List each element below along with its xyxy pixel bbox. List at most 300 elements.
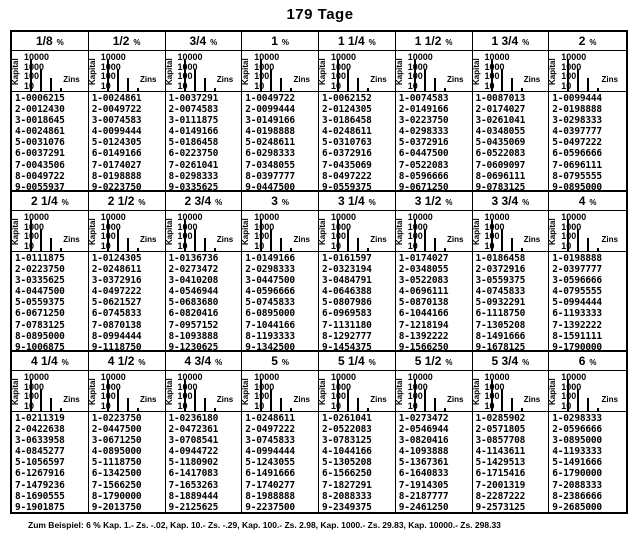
kapital-amount: 10000: [484, 52, 510, 62]
rate-value: 2: [578, 34, 586, 48]
interest-row: 1-0006215: [15, 93, 65, 104]
rate-header: [166, 352, 242, 371]
column-rule: [501, 389, 503, 412]
kapital-amount: 10000: [407, 212, 433, 222]
rate-table: [396, 352, 473, 512]
column-header: [242, 51, 318, 92]
interest-row: 7-1044166: [245, 319, 295, 331]
column-rule: [357, 398, 359, 411]
kapital-amount: 1000: [24, 61, 45, 72]
percent-sign: %: [281, 198, 290, 207]
column-rule: [434, 238, 436, 251]
column-rule: [357, 78, 359, 91]
interest-row: 9-0335625: [168, 181, 219, 193]
column-rule: [337, 379, 339, 411]
kapital-amount: 1000: [24, 381, 45, 392]
interest-row: 8-1292777: [322, 330, 372, 342]
interest-row: 4-0696111: [398, 286, 449, 298]
interest-row: 6-1044166: [398, 308, 449, 320]
zins-label: Zins: [63, 235, 80, 244]
interest-row: 3-0522083: [398, 275, 449, 287]
rate-table: [549, 352, 626, 512]
column-rule: [40, 389, 42, 412]
kapital-amount: 1000: [24, 221, 45, 232]
interest-row: 1-0285902: [475, 413, 526, 424]
kapital-label: Kapital: [471, 58, 481, 85]
rate-table: [12, 32, 89, 192]
interest-row: 9-1342500: [245, 341, 295, 353]
column-header: [396, 371, 472, 412]
interest-rows: [15, 253, 86, 353]
interest-row: 6-0969583: [322, 308, 372, 320]
interest-row: 9-0783125: [475, 181, 526, 193]
rate-header: [12, 32, 88, 51]
column-rule: [280, 398, 282, 411]
interest-row: 8-0895000: [15, 330, 65, 342]
kapital-amount: 1000: [407, 221, 428, 232]
interest-row: 2-0198888: [552, 104, 602, 116]
percent-sign: %: [281, 38, 290, 47]
interest-row: 3-0633958: [15, 435, 65, 447]
interest-row: 2-0497222: [245, 424, 295, 436]
interest-row: 8-1790000: [91, 490, 142, 502]
interest-row: 9-0447500: [245, 181, 295, 193]
zins-label: Zins: [601, 235, 618, 244]
interest-row: 8-0049722: [15, 170, 65, 182]
kapital-amount: 10000: [484, 212, 510, 222]
column-rule: [597, 88, 599, 92]
interest-row: 6-0745833: [91, 308, 142, 320]
interest-rows: [92, 93, 163, 193]
interest-row: 8-0397777: [245, 170, 295, 182]
interest-row: 9-0895000: [552, 181, 602, 193]
column-rule: [117, 229, 119, 252]
zins-label: Zins: [216, 235, 234, 244]
interest-row: 8-0795555: [552, 170, 602, 182]
rate-value: 5 1/4: [337, 354, 365, 368]
kapital-amount: 1000: [331, 221, 352, 232]
zins-label: Zins: [63, 395, 80, 404]
kapital-amount: 100: [100, 391, 116, 401]
kapital-amount: 100: [24, 391, 40, 401]
interest-table-grid: [10, 30, 628, 514]
column-header: [319, 371, 395, 412]
interest-row: 8-0198888: [91, 170, 142, 182]
kapital-amount: 1000: [100, 221, 121, 232]
interest-row: 6-1342500: [91, 468, 142, 480]
kapital-amount: 100: [561, 391, 577, 401]
kapital-amount: 10: [407, 400, 418, 411]
kapital-label: Kapital: [87, 218, 97, 245]
kapital-amount: 10: [331, 240, 342, 251]
interest-row: 5-1243055: [245, 457, 295, 469]
interest-rows: [92, 413, 163, 513]
rate-value: 1 3/4: [491, 34, 519, 48]
kapital-label: Kapital: [318, 58, 327, 85]
interest-row: 4-0248611: [322, 126, 372, 138]
rate-header: [89, 352, 165, 371]
interest-row: 6-0820416: [168, 308, 219, 320]
interest-row: 3-0671250: [91, 435, 142, 447]
column-rule: [577, 389, 579, 412]
column-rule: [577, 69, 579, 92]
interest-row: 3-0149166: [245, 115, 295, 127]
column-rule: [40, 69, 42, 92]
column-rule: [60, 88, 62, 92]
interest-row: 7-1827291: [322, 479, 372, 491]
interest-row: 2-0149166: [398, 104, 449, 116]
zins-label: Zins: [140, 75, 157, 84]
column-rule: [414, 219, 416, 251]
column-header: [89, 51, 165, 92]
percent-sign: %: [210, 38, 218, 47]
interest-row: 6-0596666: [552, 148, 602, 160]
interest-row: 1-0223750: [91, 413, 142, 424]
kapital-amount: 10: [561, 240, 572, 251]
column-header: [319, 51, 395, 92]
interest-row: 9-2573125: [475, 501, 526, 513]
rate-value: 5 1/2: [414, 354, 442, 368]
rate-header: [12, 192, 88, 211]
interest-row: 5-0435069: [475, 137, 526, 149]
interest-row: 9-0055937: [15, 181, 65, 193]
interest-row: 6-1417083: [168, 468, 219, 480]
kapital-amount: 10000: [100, 372, 126, 382]
kapital-amount: 100: [407, 391, 423, 401]
kapital-amount: 100: [254, 231, 270, 241]
kapital-label: Kapital: [164, 378, 174, 405]
column-rule: [567, 379, 569, 411]
interest-row: 2-0348055: [398, 264, 449, 276]
kapital-amount: 100: [177, 71, 193, 81]
column-header: [549, 211, 626, 252]
interest-rows: [552, 253, 624, 353]
interest-row: 4-0447500: [15, 286, 65, 298]
column-rule: [194, 389, 196, 412]
interest-row: 2-0447500: [91, 424, 142, 436]
interest-row: 9-0223750: [91, 181, 142, 193]
interest-row: 3-0335625: [15, 275, 65, 287]
interest-row: 2-0323194: [322, 264, 372, 276]
kapital-amount: 100: [254, 71, 270, 81]
interest-row: 2-0372916: [475, 264, 526, 276]
interest-rows: [322, 413, 393, 513]
kapital-amount: 1000: [254, 61, 275, 72]
column-rule: [204, 238, 206, 251]
interest-rows: [322, 253, 393, 353]
interest-row: 2-0248611: [91, 264, 142, 276]
zins-label: Zins: [293, 395, 310, 404]
kapital-amount: 10: [407, 240, 418, 251]
zins-label: Zins: [447, 235, 464, 244]
interest-row: 1-0099444: [552, 93, 602, 104]
kapital-amount: 10000: [24, 372, 50, 382]
rate-value: 1/8: [35, 34, 53, 48]
interest-row: 2-0074583: [168, 104, 219, 116]
interest-row: 6-0037291: [15, 148, 65, 160]
interest-row: 1-0149166: [245, 253, 295, 264]
interest-row: 5-0683680: [168, 297, 219, 309]
interest-row: 5-1305208: [322, 457, 372, 469]
column-rule: [204, 78, 206, 91]
interest-row: 5-0932291: [475, 297, 526, 309]
interest-row: 8-1690555: [15, 490, 65, 502]
kapital-amount: 100: [24, 71, 40, 81]
interest-rows: [169, 93, 240, 193]
column-header: [473, 371, 549, 412]
rate-value: 2 3/4: [184, 194, 212, 208]
rate-header: [473, 192, 549, 211]
interest-row: 2-0223750: [15, 264, 65, 276]
kapital-amount: 10: [24, 400, 35, 411]
rate-header: [319, 192, 395, 211]
percent-sign: %: [61, 358, 69, 367]
column-rule: [444, 88, 446, 92]
interest-row: 1-0298333: [552, 413, 602, 424]
interest-row: 9-1454375: [322, 341, 372, 353]
kapital-amount: 100: [254, 391, 270, 401]
interest-row: 5-0994444: [552, 297, 602, 309]
interest-rows: [322, 93, 393, 193]
kapital-amount: 10: [331, 400, 342, 411]
column-rule: [597, 408, 599, 412]
column-rule: [280, 78, 282, 91]
zins-label: Zins: [447, 395, 464, 404]
interest-row: 7-0435069: [322, 159, 372, 171]
interest-row: 3-0559375: [475, 275, 526, 287]
column-rule: [30, 59, 32, 91]
interest-row: 7-1479236: [15, 479, 65, 491]
interest-row: 2-0298333: [245, 264, 295, 276]
interest-row: 7-0348055: [245, 159, 295, 171]
kapital-amount: 10: [254, 240, 265, 251]
percent-sign: %: [56, 38, 64, 47]
kapital-amount: 10: [561, 80, 572, 91]
percent-sign: %: [368, 358, 376, 367]
kapital-amount: 10: [484, 400, 495, 411]
column-header: [166, 211, 242, 252]
column-rule: [347, 69, 349, 92]
column-rule: [521, 248, 523, 252]
column-rule: [260, 379, 262, 411]
kapital-amount: 10: [407, 80, 418, 91]
kapital-amount: 1000: [484, 221, 505, 232]
interest-row: 6-1193333: [552, 308, 602, 320]
kapital-amount: 10000: [484, 372, 510, 382]
interest-row: 3-0018645: [15, 115, 65, 127]
percent-sign: %: [215, 198, 223, 207]
interest-row: 4-0845277: [15, 446, 65, 458]
rate-header: [242, 192, 318, 211]
rate-header: [242, 32, 318, 51]
percent-sign: %: [522, 358, 530, 367]
kapital-amount: 1000: [254, 381, 275, 392]
interest-row: 9-1006875: [15, 341, 65, 353]
rate-table: [549, 192, 626, 352]
kapital-amount: 10: [561, 400, 572, 411]
kapital-label: Kapital: [87, 378, 97, 405]
interest-row: 3-0111875: [168, 115, 219, 127]
interest-row: 8-1591111: [552, 330, 602, 342]
rate-table: [319, 32, 396, 192]
interest-row: 3-0223750: [398, 115, 449, 127]
column-rule: [270, 229, 272, 252]
kapital-amount: 100: [407, 231, 423, 241]
rate-table: [166, 352, 243, 512]
kapital-label: Kapital: [548, 58, 558, 85]
interest-row: 9-2349375: [322, 501, 372, 513]
kapital-label: Kapital: [11, 218, 20, 245]
interest-row: 7-2088333: [552, 479, 602, 491]
kapital-amount: 1000: [561, 221, 582, 232]
column-rule: [270, 389, 272, 412]
interest-rows: [399, 413, 470, 513]
column-rule: [117, 389, 119, 412]
rate-header: [396, 352, 472, 371]
interest-rows: [476, 413, 547, 513]
interest-rows: [476, 93, 547, 193]
interest-row: 8-1491666: [475, 330, 526, 342]
kapital-amount: 10: [177, 400, 188, 411]
kapital-amount: 10: [331, 80, 342, 91]
column-rule: [434, 398, 436, 411]
kapital-amount: 1000: [177, 221, 198, 232]
kapital-amount: 1000: [407, 381, 428, 392]
interest-row: 4-1193333: [552, 446, 602, 458]
kapital-amount: 100: [331, 71, 347, 81]
percent-sign: %: [368, 198, 376, 207]
column-rule: [137, 408, 139, 412]
interest-row: 1-0062152: [322, 93, 372, 104]
percent-sign: %: [445, 358, 453, 367]
column-rule: [214, 248, 216, 252]
interest-row: 4-0149166: [168, 126, 219, 138]
rate-table: [242, 32, 319, 192]
interest-row: 1-0211319: [15, 413, 65, 424]
zins-label: Zins: [293, 75, 310, 84]
column-rule: [414, 59, 416, 91]
interest-row: 8-0298333: [168, 170, 219, 182]
interest-row: 3-0372916: [91, 275, 142, 287]
interest-row: 9-2125625: [168, 501, 219, 513]
interest-row: 1-0049722: [245, 93, 295, 104]
column-rule: [50, 238, 52, 251]
interest-row: 4-0397777: [552, 126, 602, 138]
interest-row: 6-0447500: [398, 148, 449, 160]
interest-row: 1-0273472: [398, 413, 449, 424]
interest-row: 8-0596666: [398, 170, 449, 182]
column-rule: [347, 229, 349, 252]
zins-label: Zins: [293, 235, 310, 244]
rate-table: [89, 192, 166, 352]
rate-header: [242, 352, 318, 371]
rate-value: 3: [271, 194, 278, 208]
interest-rows: [476, 253, 547, 353]
column-header: [549, 51, 626, 92]
interest-row: 5-0621527: [91, 297, 142, 309]
kapital-amount: 10000: [331, 52, 357, 62]
rate-table: [319, 352, 396, 512]
kapital-amount: 10000: [561, 52, 587, 62]
interest-row: 3-0745833: [245, 435, 295, 447]
interest-row: 1-0024861: [91, 93, 142, 104]
kapital-amount: 100: [24, 231, 40, 241]
rate-table: [473, 352, 550, 512]
interest-rows: [552, 413, 624, 513]
interest-row: 8-1193333: [245, 330, 295, 342]
percent-sign: %: [138, 198, 146, 207]
column-rule: [424, 229, 426, 252]
column-rule: [60, 248, 62, 252]
interest-row: 5-1056597: [15, 457, 65, 469]
rate-table: [89, 352, 166, 512]
interest-row: 5-1180902: [168, 457, 219, 469]
column-header: [12, 51, 88, 92]
rate-value: 3 3/4: [491, 194, 519, 208]
rate-value: 1 1/2: [414, 34, 442, 48]
column-rule: [290, 248, 292, 252]
kapital-label: Kapital: [164, 218, 174, 245]
interest-rows: [245, 253, 316, 353]
interest-row: 5-1429513: [475, 457, 526, 469]
interest-rows: [245, 413, 316, 513]
interest-row: 4-0546944: [168, 286, 219, 298]
column-rule: [434, 78, 436, 91]
interest-row: 6-1566250: [322, 468, 372, 480]
column-rule: [521, 408, 523, 412]
rate-value: 3 1/2: [414, 194, 442, 208]
rate-value: 3/4: [189, 34, 207, 48]
interest-row: 3-0298333: [552, 115, 602, 127]
interest-row: 3-0708541: [168, 435, 219, 447]
interest-rows: [245, 93, 316, 193]
zins-label: Zins: [216, 75, 234, 84]
interest-row: 3-0783125: [322, 435, 372, 447]
percent-sign: %: [445, 38, 453, 47]
rate-header: [396, 32, 472, 51]
column-rule: [184, 59, 186, 91]
interest-row: 3-0484791: [322, 275, 372, 287]
interest-row: 4-0497222: [91, 286, 142, 298]
interest-row: 9-1230625: [168, 341, 219, 353]
percent-sign: %: [589, 38, 597, 47]
interest-row: 6-0671250: [15, 308, 65, 320]
kapital-amount: 100: [407, 71, 423, 81]
percent-sign: %: [138, 358, 146, 367]
rate-header: [319, 352, 395, 371]
column-header: [396, 51, 472, 92]
kapital-amount: 1000: [331, 61, 352, 72]
zins-label: Zins: [370, 395, 387, 404]
interest-rows: [169, 253, 240, 353]
kapital-amount: 1000: [254, 221, 275, 232]
rate-table: [166, 32, 243, 192]
column-header: [12, 371, 88, 412]
interest-row: 6-1267916: [15, 468, 65, 480]
column-rule: [260, 219, 262, 251]
rate-value: 2 1/2: [107, 194, 135, 208]
interest-row: 7-0957152: [168, 319, 219, 331]
column-header: [396, 211, 472, 252]
kapital-label: Kapital: [241, 378, 251, 405]
interest-row: 9-1678125: [475, 341, 526, 353]
interest-row: 6-0895000: [245, 308, 295, 320]
interest-row: 7-1131180: [322, 319, 372, 331]
zins-label: Zins: [523, 75, 541, 84]
rate-table: [166, 192, 243, 352]
column-rule: [567, 219, 569, 251]
interest-row: 4-0596666: [245, 286, 295, 298]
